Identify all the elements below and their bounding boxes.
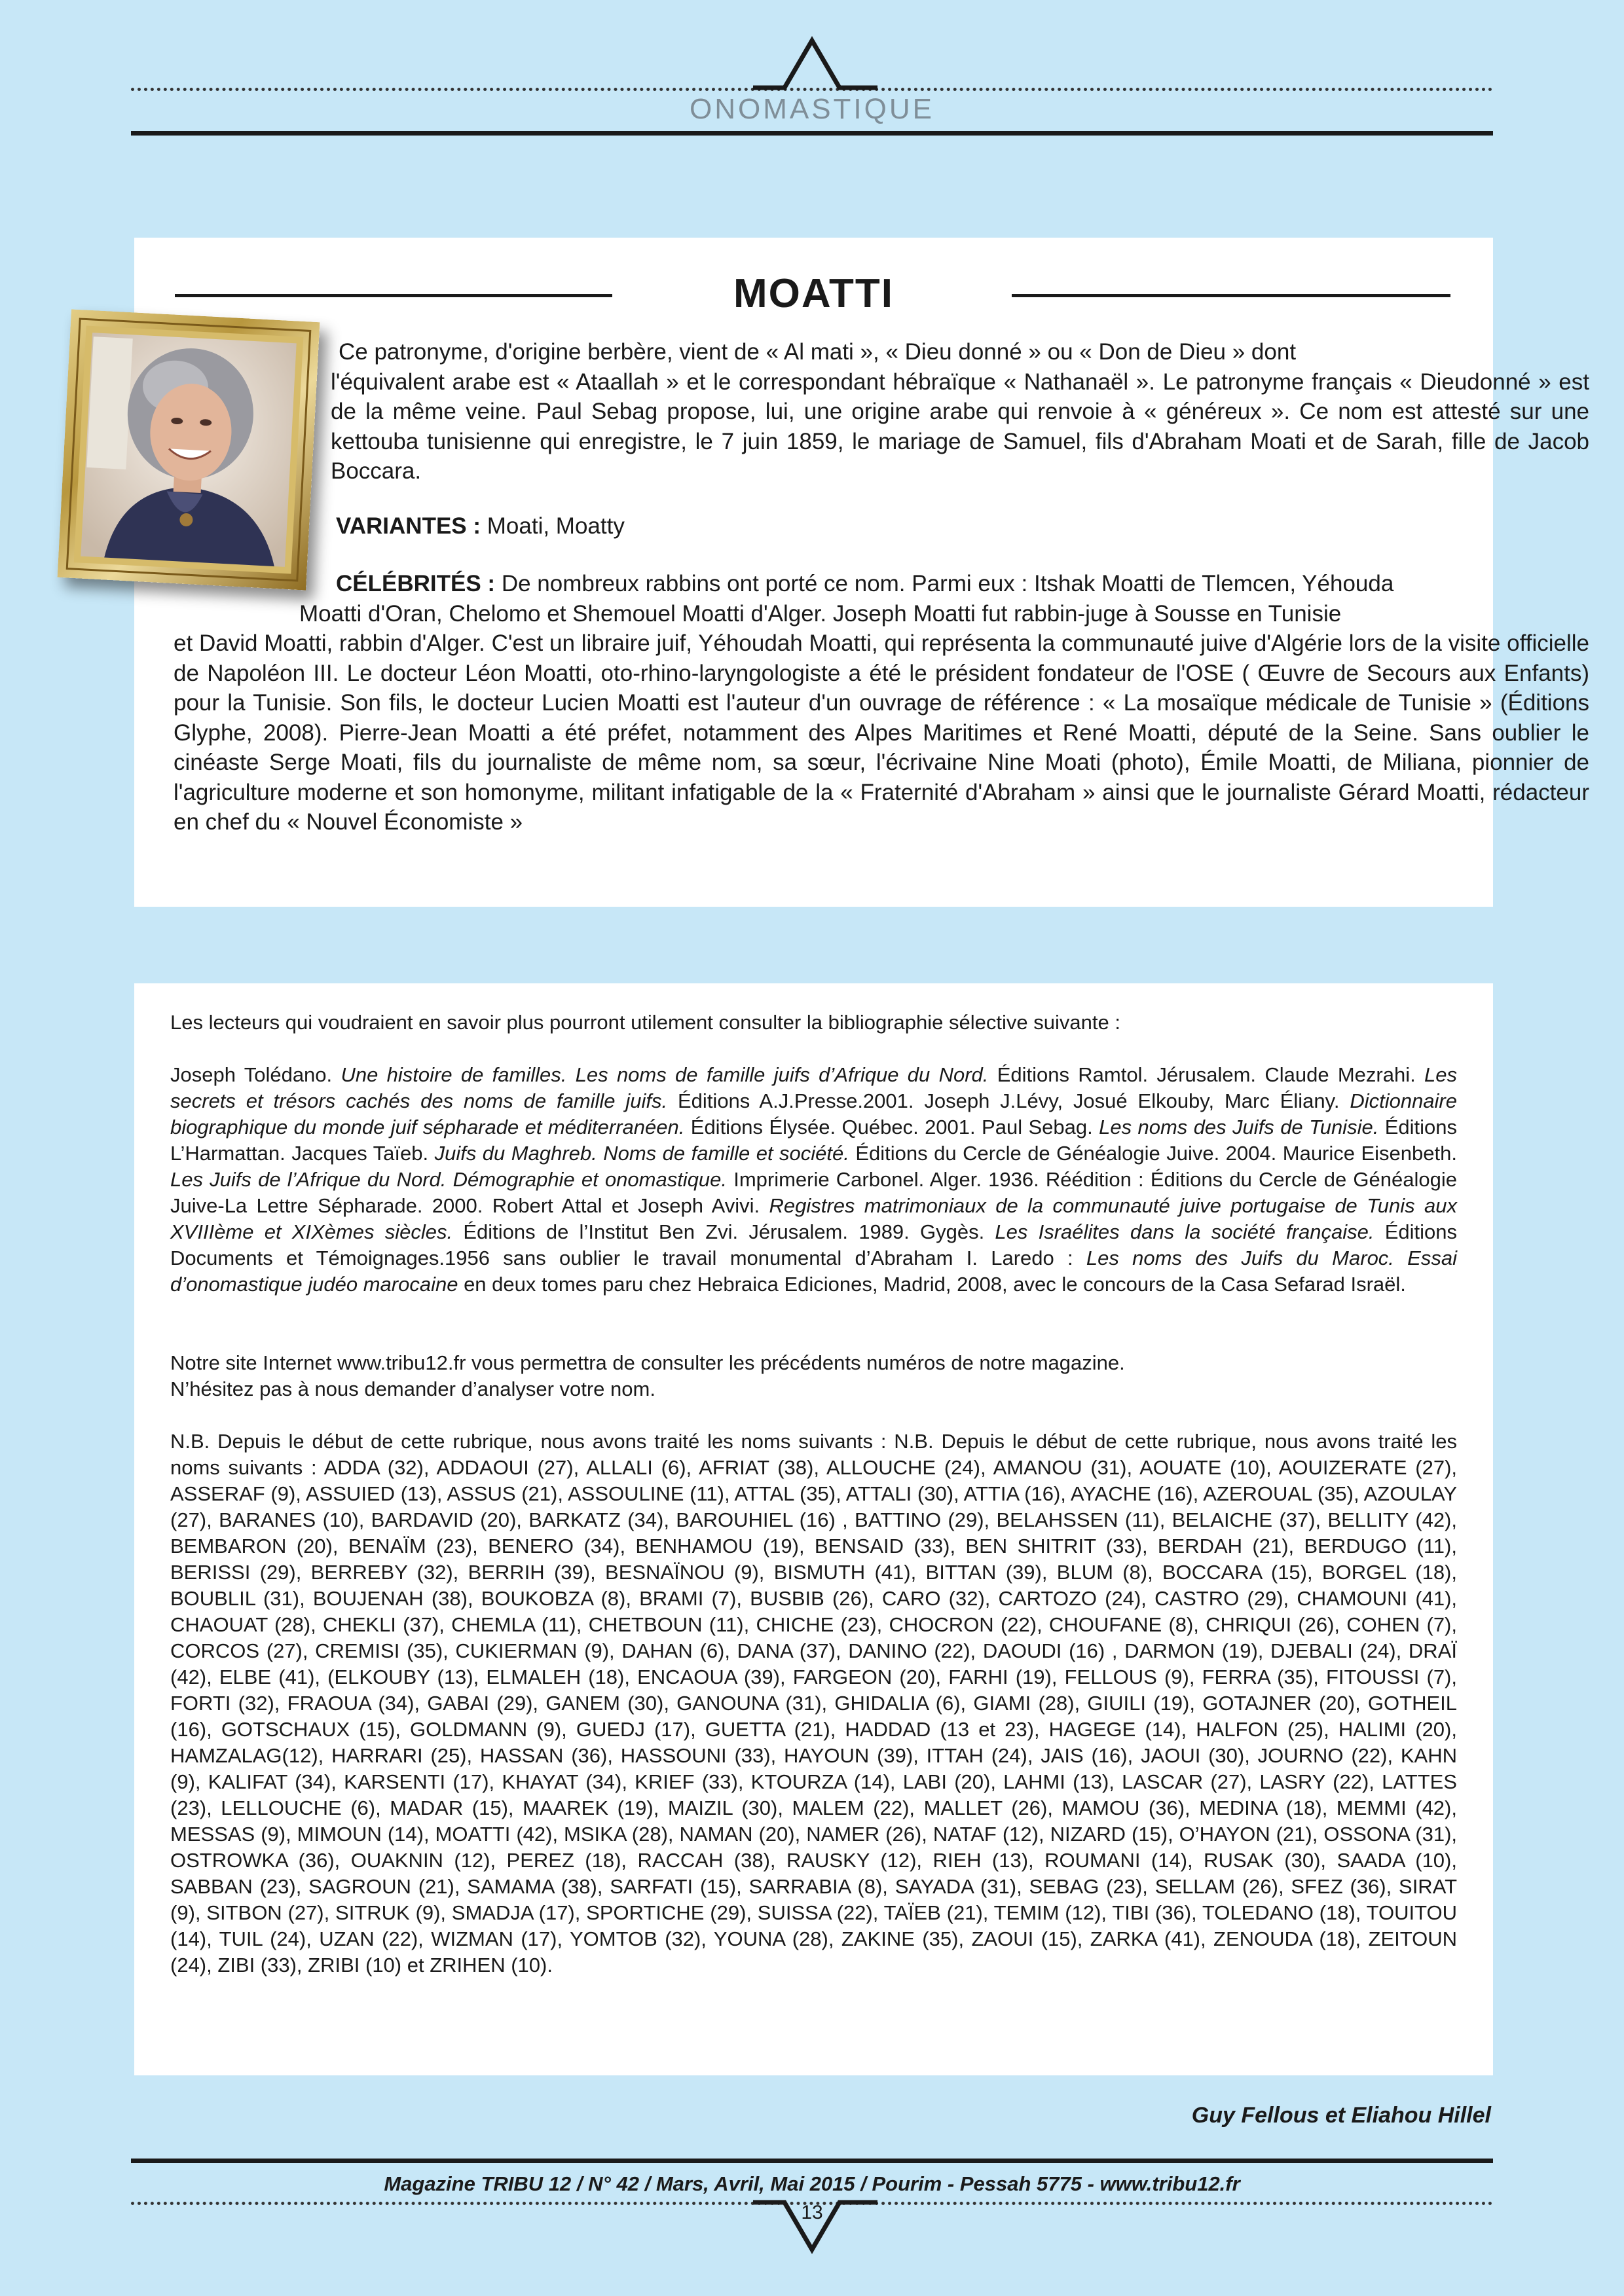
reference-title: Les Juifs de l’Afrique du Nord. Démographie et onomastique. (170, 1168, 728, 1191)
reference-title: Juifs du Maghreb. Noms de famille et société. (434, 1142, 849, 1165)
variantes-text: Moati, Moatty (487, 513, 625, 539)
magazine-info: Magazine TRIBU 12 / N° 42 / Mars, Avril, Mai 2015 / Pourim - Pessah 5775 - www.tribu12.fr (384, 2172, 1240, 2195)
intro-first-line: Ce patronyme, d'origine berbère, vient de « Al mati », « Dieu donné » ou « Don de Dieu » dont (339, 339, 1297, 365)
reference-title: Une histoire de familles. Les noms de famille juifs d’Afrique du Nord. (341, 1063, 989, 1086)
reference-text: Imprimerie Carbonel. Alger. 1936. Réédition : Éditions du Cercle de Généalogie Juive-La Lettre Sépharade. 2000. Robert Attal et Joseph Avivi. (170, 1168, 1457, 1217)
celebrites-line1: De nombreux rabbins ont porté ce nom. Parmi eux : Itshak Moatti de Tlemcen, Yéhouda (501, 571, 1394, 596)
celebrites-line2: Moatti d'Oran, Chelomo et Shemouel Moatti d'Alger. Joseph Moatti fut rabbin-juge à Sousse en Tunisie (299, 600, 1342, 627)
reference-title: Les Israélites dans la société française. (995, 1220, 1375, 1243)
site-notice (170, 1350, 1457, 1402)
site-line-2: N’hésitez pas à nous demander d’analyser votre nom. (170, 1377, 655, 1400)
bibliography-card (134, 983, 1493, 2075)
reference-title: Dictionnaire biographique du monde juif sépharade et méditerranéen. (170, 1089, 1458, 1139)
reference-text: Éditions Documents et Témoignages.1956 sans oublier le travail monumental d’Abraham I. Laredo : (170, 1220, 1458, 1269)
header-rule (131, 131, 1493, 136)
reference-text: Éditions Ramtol. Jérusalem. Claude Mezrahi. (988, 1063, 1425, 1086)
portrait-photo-icon (58, 309, 320, 590)
reference-text: Éditions L’Harmattan. Jacques Taïeb. (170, 1116, 1457, 1165)
celebrites-first-line (174, 569, 1589, 599)
intro-rest: l'équivalent arabe est « Ataallah » et le correspondant hébraïque « Nathanaël ». Le patronyme français « Dieudonné » est de la même veine. Paul Sebag propose, lui, une origine arabe qui renvoie à « généreux ». Ce nom est attesté sur une kettouba tunisienne qui enregistre, le 7 juin 1859, le mariage de Samuel, fils d'Abraham Moati et de Sarah, fille de Jacob Boccara. (331, 369, 1589, 484)
reference-text: Joseph Tolédano. (170, 1063, 341, 1086)
reference-title: Les noms des Juifs de Tunisie. (1099, 1116, 1379, 1139)
intro-paragraph (331, 337, 1589, 486)
section-title: ONOMASTIQUE (689, 93, 935, 125)
celebrites-paragraph (174, 569, 1589, 837)
reference-text: Éditions de l’Institut Ben Zvi. Jérusalem. 1989. Gygès. (452, 1220, 995, 1243)
names-list: N.B. Depuis le début de cette rubrique, nous avons traité les noms suivants : N.B. Depuis le début de cette rubrique, nous avons traité les noms suivants : ADDA (32), ADDAOUI (27), ALLALI (6), AFRIAT (38), ALLOUCHE (24), AMANOU (31), AOUATE (10), AOUIZERATE (27), ASSERAF (9), ASSUIED (13), ASSUS (21), ASSOULINE (11), ATTAL (35), ATTALI (30), ATTIA (16), AYACHE (16), AZEROUAL (35), AZOULAY (27), BARANES (10), BARDAVID (20), BARKATZ (34), BAROUHIEL (16) , BATTINO (29), BELAHSSEN (11), BELAICHE (37), BELLITY (42), BEMBARON (20), BENAÏM (23), BENERO (34), BENHAMOU (19), BENSAID (33), BEN SHITRIT (33), BERDAH (21), BERDUGO (11), BERISSI (29), BERREBY (32), BERRIH (39), BESNAÏNOU (9), BISMUTH (41), BITTAN (39), BLUM (8), BOCCARA (15), BORGEL (18), BOUBLIL (31), BOUJENAH (38), BOUKOBZA (8), BRAMI (7), BUSBIB (26), CARO (32), CARTOZO (24), CASTRO (29), CHAMOUNI (41), CHAOUAT (28), CHEKLI (37), CHEMLA (11), CHETBOUN (11), CHICHE (23), CHOCRON (22), CHOUFANE (8), CHRIQUI (26), COHEN (7), CORCOS (27), CREMISI (35), CUKIERMAN (9), DAHAN (6), DANA (37), DANINO (22), DAOUDI (16) , DARMON (19), DJEBALI (24), DRAÏ (42), ELBE (41), (ELKOUBY (13), ELMALEH (18), ENCAOUA (39), FARGEON (20), FARHI (19), FELLOUS (9), FERRA (35), FITOUSSI (7), FORTI (32), FRAOUA (34), GABAI (29), GANEM (30), GANOUNA (31), GHIDALIA (6), GIAMI (28), GIUILI (19), GOTAJNER (20), GOTHEIL (16), GOTSCHAUX (15), GOLDMANN (9), GUEDJ (17), GUETTA (21), HADDAD (13 et 23), HAGEGE (14), HALFON (25), HALIMI (20), HAMZALAG(12), HARRARI (25), HASSAN (36), HASSOUNI (33), HAYOUN (39), ITTAH (24), JAIS (16), JAOUI (30), JOURNO (22), KAHN (9), KALIFAT (34), KARSENTI (17), KHAYAT (34), KRIEF (33), KTOURZA (14), LABI (20), LAHMI (13), LASCAR (27), LASRY (22), LATTES (23), LELLOUCHE (6), MADAR (15), MAAREK (19), MAIZIL (30), MALEM (22), MALLET (26), MAMOU (36), MEDINA (18), MEMMI (42), MESSAS (9), MIMOUN (14), MOATTI (42), MSIKA (28), NAMAN (20), NAMER (26), NATAF (12), NIZARD (15), O’HAYON (21), OSSONA (31), OSTROWKA (36), OUAKNIN (12), PEREZ (18), RACCAH (38), RAUSKY (12), RIEH (13), ROUMANI (14), RUSAK (30), SAADA (10), SABBAN (23), SAGROUN (21), SAMAMA (38), SARFATI (15), SARRABIA (8), SAYADA (31), SEBAG (23), SELLAM (26), SFEZ (36), SIRAT (9), SITBON (27), SITRUK (9), SMADJA (17), SPORTICHE (29), SUISSA (22), TAÏEB (21), TEMIM (12), TIBI (36), TOLEDANO (18), TOUITOU (14), TUIL (24), UZAN (22), WIZMAN (17), YOMTOB (32), YOUNA (28), ZAKINE (35), ZAOUI (15), ZARKA (41), ZENOUDA (18), ZEITOUN (24), ZIBI (33), ZRIBI (10) et ZRIHEN (10). (170, 1430, 1457, 1977)
site-line-1: Notre site Internet www.tribu12.fr vous permettra de consulter les précédents numéros de notre magazine. (170, 1351, 1125, 1374)
reference-text: Éditions du Cercle de Généalogie Juive. 2004. Maurice Eisenbeth. (849, 1142, 1457, 1165)
reference-title: Les noms des Juifs du Maroc. Essai d’onomastique judéo marocaine (170, 1247, 1457, 1296)
reference-text: Éditions Élysée. Québec. 2001. Paul Sebag. (684, 1116, 1099, 1139)
variantes-label: VARIANTES : (336, 513, 481, 539)
reference-title: Registres matrimoniaux de la communauté juive portugaise de Tunis aux XVIIIème et XIXèmes siècles. (170, 1194, 1457, 1243)
variantes-paragraph (336, 511, 1589, 541)
bibliography-references (170, 1062, 1457, 1298)
article-authors: Guy Fellous et Eliahou Hillel (1191, 2103, 1491, 2128)
reference-title: Les secrets et trésors cachés des noms de famille juifs. (170, 1063, 1458, 1112)
reference-text: Éditions A.J.Presse.2001. Joseph J.Lévy, Josué Elkouby, Marc Éliany. (667, 1089, 1350, 1112)
header-triangle-icon (0, 0, 1624, 92)
article-title: MOATTI (733, 271, 894, 316)
page-number: 13 (801, 2202, 823, 2223)
article-card (134, 238, 1589, 907)
bibliography-intro: Les lecteurs qui voudraient en savoir plus pourront utilement consulter la bibliographie sélective suivante : (170, 1011, 1120, 1034)
portrait-photo (58, 309, 320, 590)
celebrites-rest: et David Moatti, rabbin d'Alger. C'est un libraire juif, Yéhoudah Moatti, qui représenta la communauté juive d'Algérie lors de la visite officielle de Napoléon III. Le docteur Léon Moatti, oto-rhino-laryngologiste a été le président fondateur de l'OSE ( Œuvre de Secours aux Enfants) pour la Tunisie. Son fils, le docteur Lucien Moatti est l'auteur d'un ouvrage de référence : « La mosaïque médicale de Tunisie » (Éditions Glyphe, 2008). Pierre-Jean Moatti a été préfet, notamment des Alpes Maritimes et René Moatti, député de la Seine. Sans oublier le cinéaste Serge Moati, fils du journaliste de même nom, sa sœur, l'écrivaine Nine Moati (photo), Émile Moatti, de Miliana, pionnier de l'agriculture moderne et son homonyme, militant infatigable de la « Fraternité d'Abraham » ainsi que le journaliste Gérard Moatti, rédacteur en chef du « Nouvel Économiste » (174, 630, 1589, 835)
reference-text: en deux tomes paru chez Hebraica Ediciones, Madrid, 2008, avec le concours de la Casa Sefarad Israël. (458, 1273, 1406, 1296)
footer-rule (131, 2159, 1493, 2163)
celebrites-label: CÉLÉBRITÉS : (336, 571, 496, 596)
title-line-right (1012, 294, 1450, 297)
